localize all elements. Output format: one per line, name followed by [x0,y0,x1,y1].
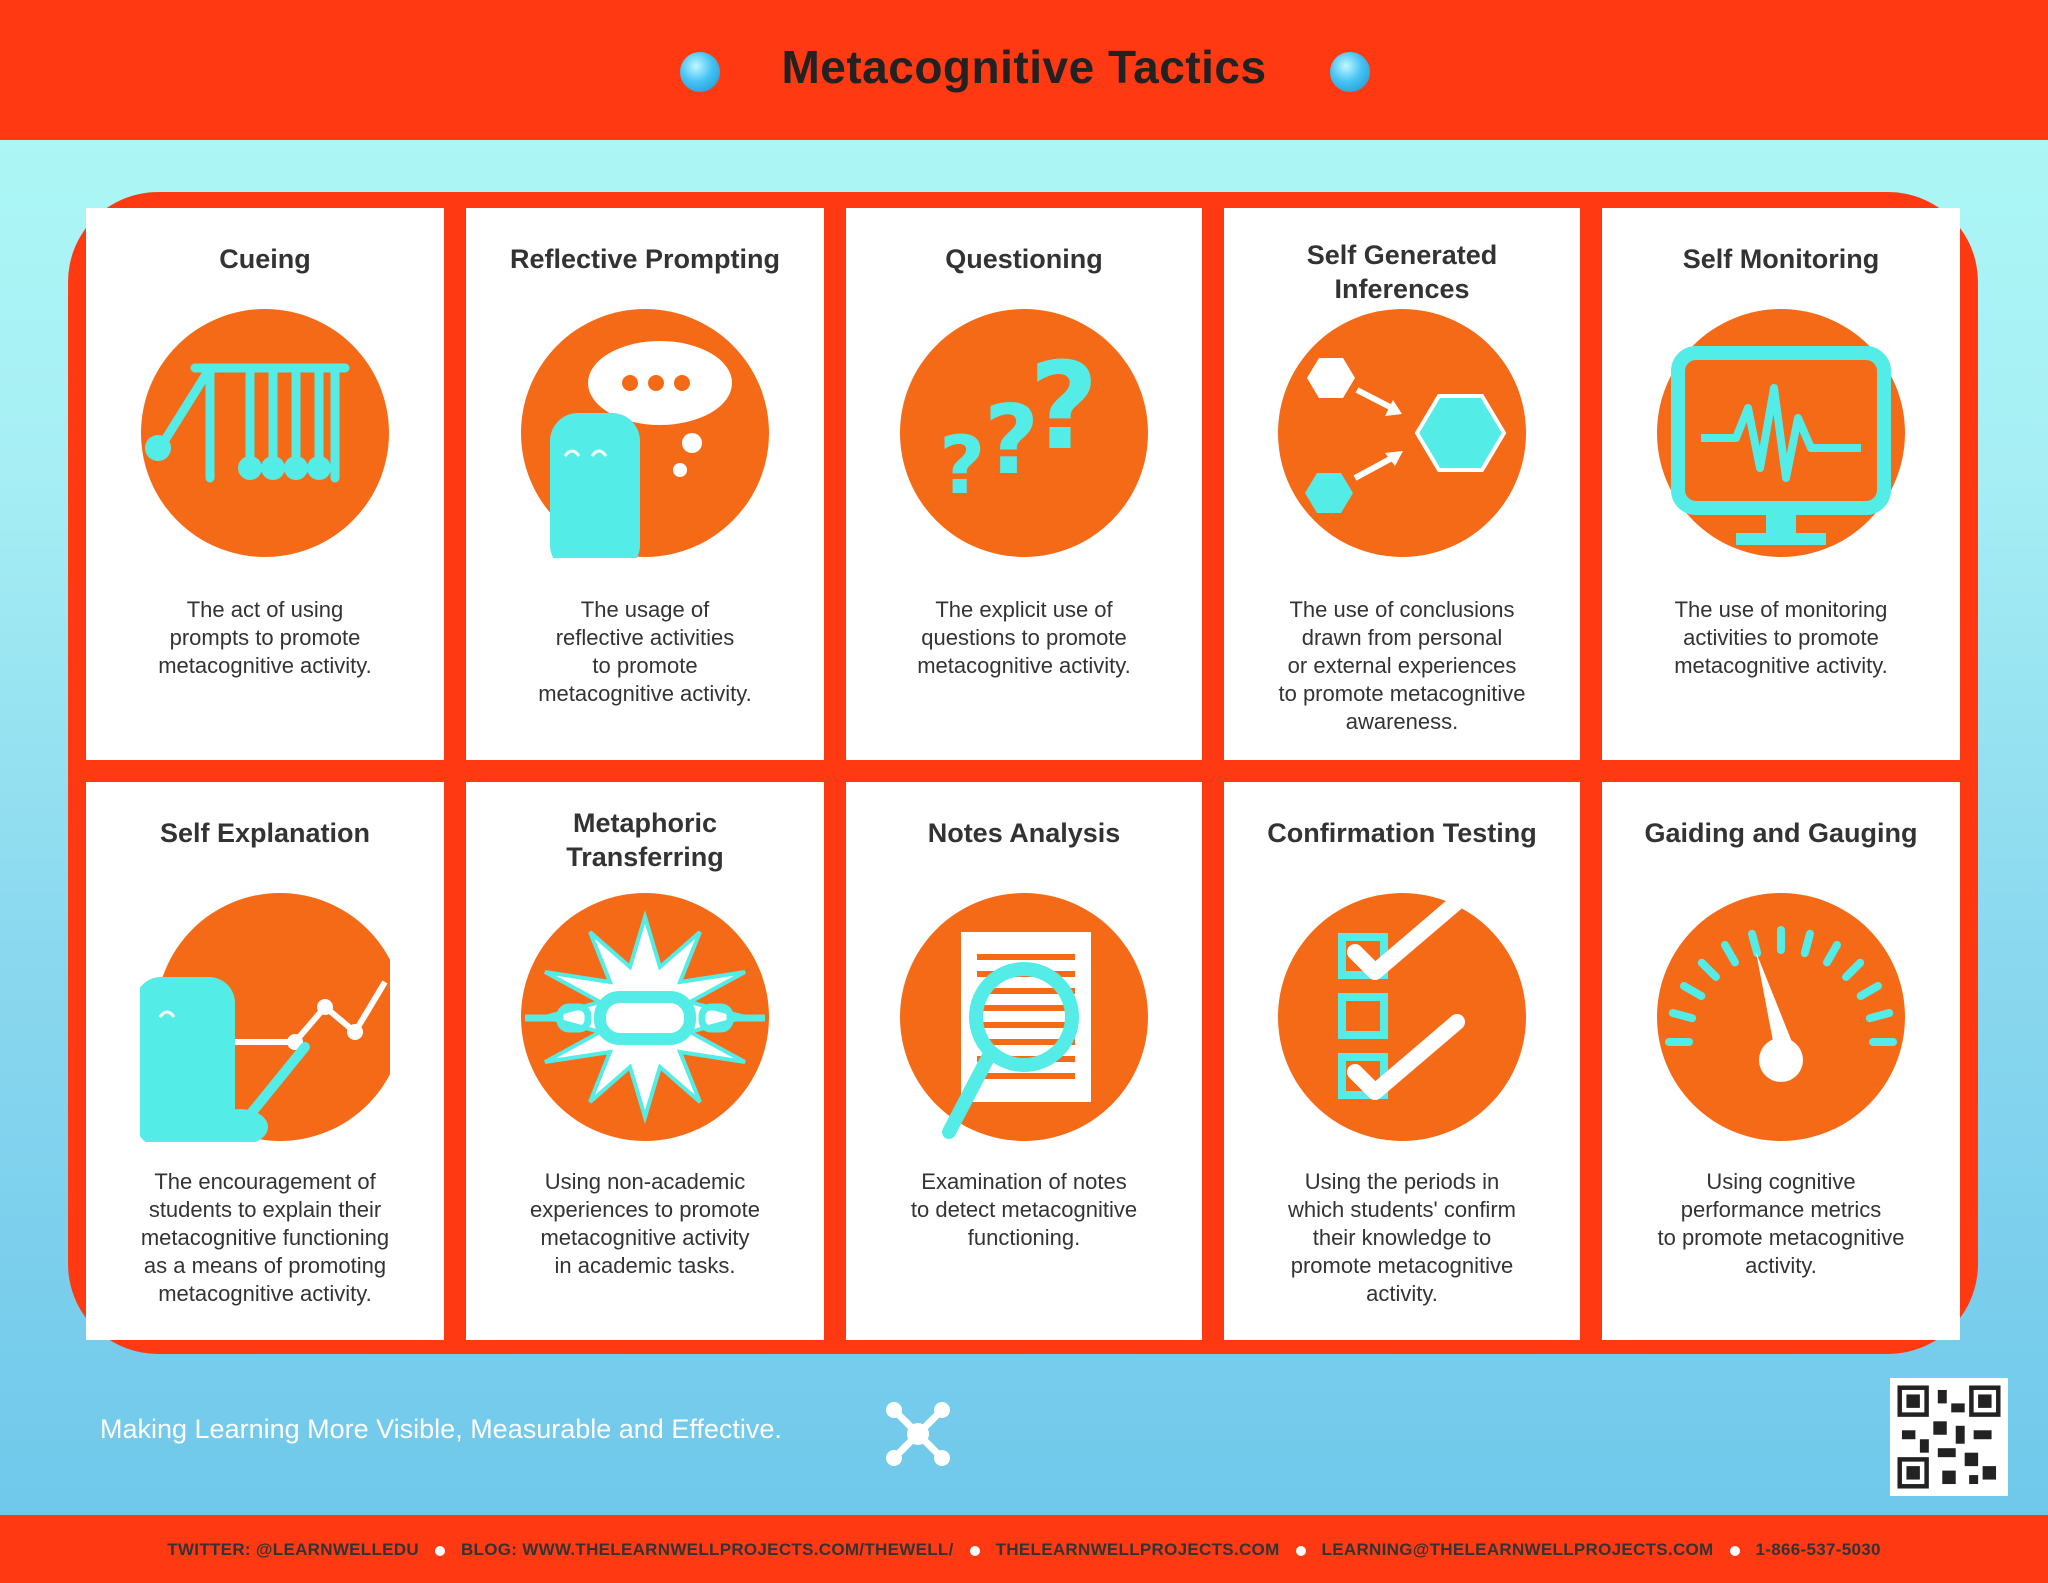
learnwell-logo-icon [880,1396,956,1472]
tactic-description: The explicit use of questions to promote metacognitive activity. [917,597,1131,678]
footer-links [0,1540,2048,1560]
website-link[interactable]: THELEARNWELLPROJECTS.COM [995,1540,1280,1559]
tactic-title: Questioning [945,244,1103,274]
svg-text:?: ? [939,419,986,512]
tactic-title: Self Generated Inferences [1306,240,1498,304]
explaining-person-icon [140,892,390,1142]
tactic-card-self-generated-inferences [1224,208,1580,760]
tactic-card-notes-analysis [846,782,1202,1340]
tactic-description: The use of conclusions drawn from personal or external experiences to promote metacognitive awareness. [1278,597,1526,734]
bullet-dot-icon [1330,52,1370,92]
tactic-title: Reflective Prompting [509,244,781,274]
phone-number: 1-866-537-5030 [1755,1540,1881,1559]
tactic-description: The usage of reflective activities to promote metacognitive activity. [538,597,752,706]
tactic-description: The use of monitoring activities to promote metacognitive activity. [1674,597,1888,678]
tactic-card-self-explanation [86,782,444,1340]
tactic-card-metaphoric-transferring [466,782,824,1340]
hexagons-icon [1277,308,1527,558]
tactic-description: The encouragement of students to explain their metacognitive functioning as a means of promoting metacognitive activity. [140,1169,390,1306]
tactic-title: Self Explanation [159,818,371,848]
monitor-heartbeat-icon [1656,308,1906,558]
checklist-icon [1277,892,1527,1142]
tactic-card-cueing [86,208,444,760]
tactic-title: Notes Analysis [927,818,1121,848]
tactic-card-confirmation-testing [1224,782,1580,1340]
tactic-card-questioning [846,208,1202,760]
blog-link[interactable]: BLOG: WWW.THELEARNWELLPROJECTS.COM/THEWELL/ [460,1540,954,1559]
tactic-title: Cueing [219,244,311,274]
tactic-description: Using cognitive performance metrics to promote metacognitive activity. [1657,1169,1905,1278]
tactic-description: Using the periods in which students' confirm their knowledge to promote metacognitive activity. [1288,1169,1516,1306]
separator-dot-icon [1296,1546,1306,1556]
tactic-description: Examination of notes to detect metacognitive functioning. [910,1169,1138,1250]
tagline: Making Learning More Visible, Measurable and Effective. [100,1414,782,1444]
tactic-title: Metaphoric Transferring [566,808,724,872]
page-title: Metacognitive Tactics [781,41,1267,93]
question-marks-icon [899,308,1149,558]
tactic-card-gaiding-and-gauging [1602,782,1960,1340]
tactic-card-reflective-prompting [466,208,824,760]
twitter-link[interactable]: TWITTER: @LEARNWELLEDU [167,1540,419,1559]
thinking-head-icon [520,308,770,558]
magnifier-document-icon [899,892,1149,1142]
separator-dot-icon [435,1546,445,1556]
separator-dot-icon [1730,1546,1740,1556]
gauge-icon [1656,892,1906,1142]
chain-link-icon [520,892,770,1142]
newtons-cradle-icon [140,308,390,558]
tactic-title: Self Monitoring [1682,244,1880,274]
svg-text:?: ? [984,386,1040,496]
tactic-description: The act of using prompts to promote metacognitive activity. [158,597,372,678]
tactic-title: Gaiding and Gauging [1644,818,1918,848]
tactic-description: Using non-academic experiences to promote metacognitive activity in academic tasks. [530,1169,760,1278]
svg-text:?: ? [1029,338,1099,477]
tactic-title: Confirmation Testing [1267,818,1537,848]
qr-code[interactable] [1890,1378,2008,1496]
email-link[interactable]: LEARNING@THELEARNWELLPROJECTS.COM [1321,1540,1714,1559]
separator-dot-icon [970,1546,980,1556]
tactic-card-self-monitoring [1602,208,1960,760]
